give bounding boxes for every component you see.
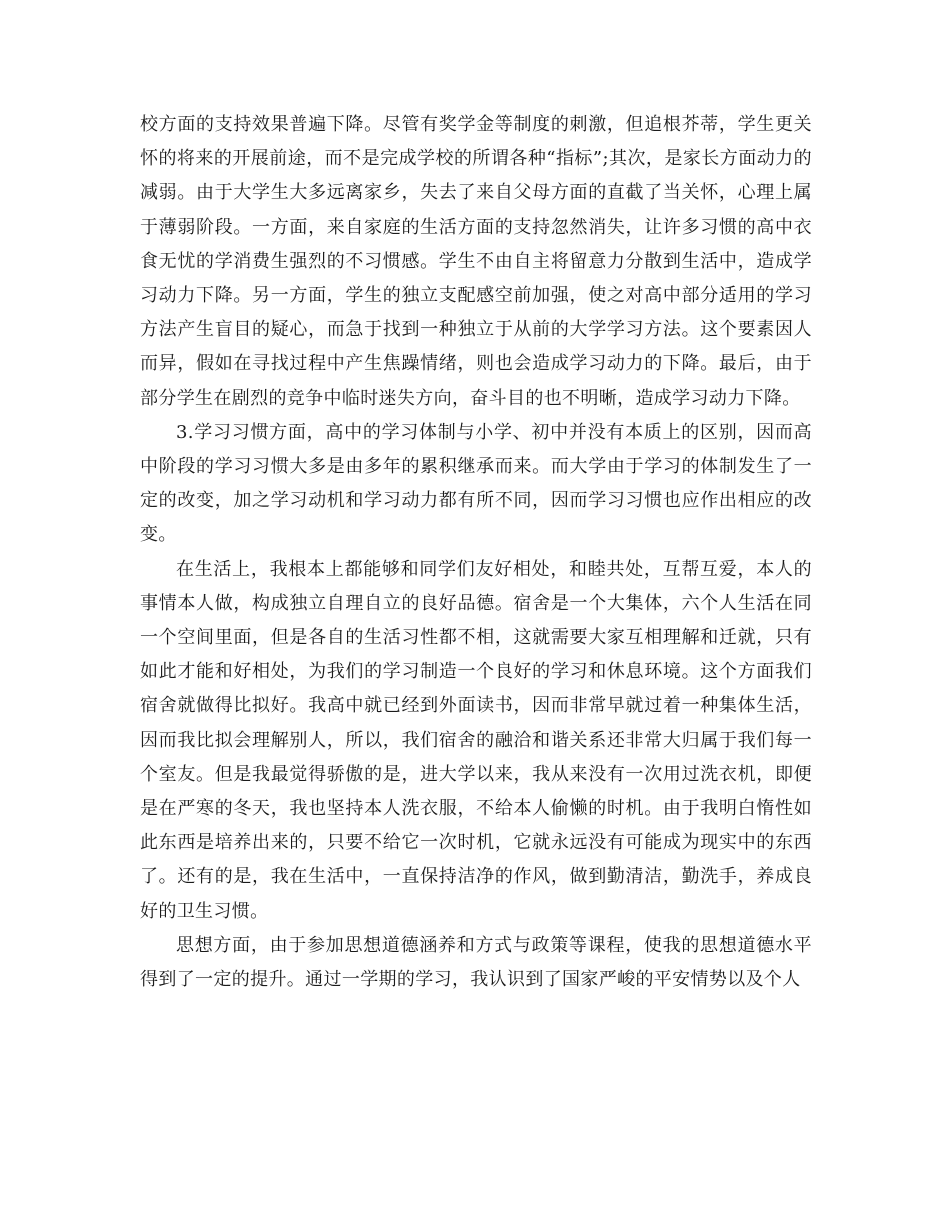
- paragraph-daily-life: 在生活上，我根本上都能够和同学们友好相处，和睦共处，互帮互爱，本人的事情本人做，构成独立自理自立的良好品德。宿舍是一个大集体，六个人生活在同一个空间里面，但是各自的生活习性都不相，这就需要大家互相理解和迁就，只有如此才能和好相处，为我们的学习制造一个良好的学习和休息环境。这个方面我们宿舍就做得比拟好。我高中就已经到外面读书，因而非常早就过着一种集体生活，因而我比拟会理解别人，所以，我们宿舍的融洽和谐关系还非常大归属于我们每一个室友。但是我最觉得骄傲的是，进大学以来，我从来没有一次用过洗衣机，即便是在严寒的冬天，我也坚持本人洗衣服，不给本人偷懒的时机。由于我明白惰性如此东西是培养出来的，只要不给它一次时机，它就永远没有可能成为现实中的东西了。还有的是，我在生活中，一直保持洁净的作风，做到勤清洁，勤洗手，养成良好的卫生习惯。: [140, 558, 812, 922]
- paragraph-study-habits: 3.学习习惯方面，高中的学习体制与小学、初中并没有本质上的区别，因而高中阶段的学习习惯大多是由多年的累积继承而来。而大学由于学习的体制发生了一定的改变，加之学习动机和学习动力都有所不同，因而学习习惯也应作出相应的改变。: [140, 421, 812, 546]
- document-page: [140, 108, 812, 997]
- paragraph-motivation-decline: 校方面的支持效果普遍下降。尽管有奖学金等制度的刺激，但追根芥蒂，学生更关怀的将来的开展前途，而不是完成学校的所谓各种“指标”;其次，是家长方面动力的减弱。由于大学生大多远离家乡，失去了来自父母方面的直截了当关怀，心理上属于薄弱阶段。一方面，来自家庭的生活方面的支持忽然消失，让许多习惯的高中衣食无忧的学消费生强烈的不习惯感。学生不由自主将留意力分散到生活中，造成学习动力下降。另一方面，学生的独立支配感空前加强，使之对高中部分适用的学习方法产生盲目的疑心，而急于找到一种独立于从前的大学学习方法。这个要素因人而异，假如在寻找过程中产生焦躁情绪，则也会造成学习动力的下降。最后，由于部分学生在剧烈的竞争中临时迷失方向，奋斗目的也不明晰，造成学习动力下降。: [140, 114, 812, 409]
- paragraph-ideology: 思想方面，由于参加思想道德涵养和方式与政策等课程，使我的思想道德水平得到了一定的提升。通过一学期的学习，我认识到了国家严峻的平安情势以及个人: [140, 934, 812, 991]
